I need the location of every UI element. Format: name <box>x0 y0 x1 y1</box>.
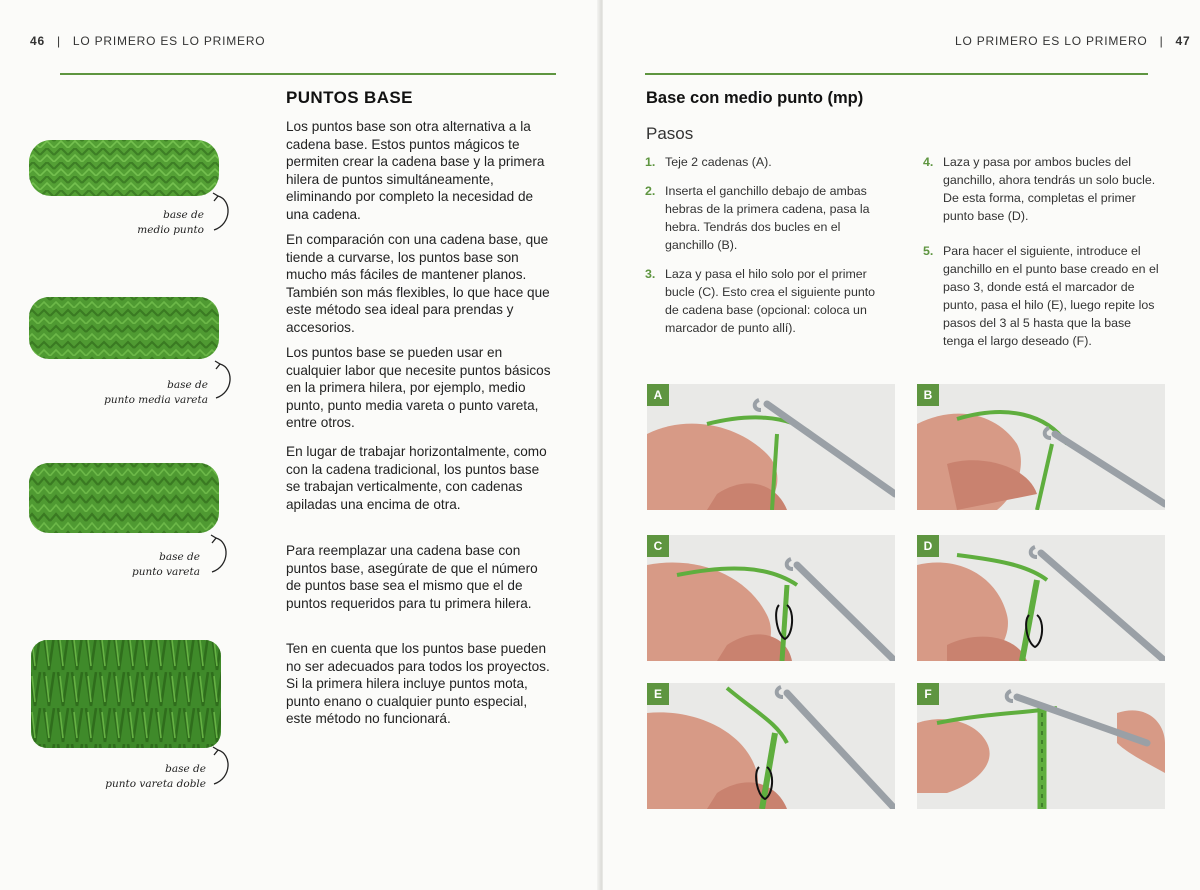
step-item: 2. Inserta el ganchillo debajo de ambas hebras de la primera cadena, pasa la hebra. Tendrás dos bucles en el ganchillo (B). <box>645 184 870 252</box>
running-head-text: LO PRIMERO ES LO PRIMERO <box>955 34 1148 48</box>
right-running-head: LO PRIMERO ES LO PRIMERO | 47 <box>955 34 1191 48</box>
paragraph: En lugar de trabajar horizontalmente, como con la cadena tradicional, los puntos base se trabajan verticalmente, con cadenas apiladas una encima de otra. <box>286 444 547 512</box>
swatch-punto-vareta-doble <box>28 636 224 752</box>
photo-label: F <box>917 683 939 705</box>
caption-punto-media-vareta: base de punto media vareta <box>104 379 208 406</box>
crochet-photo-icon <box>647 384 895 510</box>
photo-step-d <box>917 535 1165 661</box>
step-item: 4. Laza y pasa por ambos bucles del ganchillo, ahora tendrás un solo bucle. De esta forma, completas el primer punto base (D). <box>923 155 1156 223</box>
caption-punto-vareta: base de punto vareta <box>131 551 200 578</box>
left-running-head: 46 | LO PRIMERO ES LO PRIMERO <box>30 34 266 48</box>
crochet-photo-icon <box>917 384 1165 510</box>
swatch-medio-punto <box>26 134 222 202</box>
photo-label: A <box>647 384 669 406</box>
page-number: 46 <box>30 34 45 48</box>
swatch-punto-media-vareta <box>26 292 222 364</box>
running-head-text: LO PRIMERO ES LO PRIMERO <box>72 34 266 48</box>
arrow-icon <box>204 534 234 578</box>
caption-punto-vareta-doble: base de punto vareta doble <box>105 763 206 790</box>
paragraph: Para reemplazar una cadena base con puntos base, asegúrate de que el número de puntos base sea el mismo que el de puntos requeridos para tu primera hilera. <box>286 543 538 611</box>
section-title: PUNTOS BASE <box>286 88 413 107</box>
instructions-title: Base con medio punto (mp) <box>646 89 864 107</box>
photo-label: C <box>647 535 669 557</box>
steps-heading: Pasos <box>646 124 694 143</box>
photo-label: E <box>647 683 669 705</box>
paragraph: En comparación con una cadena base, que tiende a curvarse, los puntos base son mucho más fáciles de mantener planos. También son más flexibles, lo que hace que este método sea ideal para prendas y accesorios. <box>286 232 550 335</box>
header-rule <box>645 73 1148 75</box>
arrow-icon <box>206 192 236 236</box>
crochet-photo-icon <box>917 535 1165 661</box>
photo-step-e <box>647 683 895 809</box>
paragraph: Los puntos base son otra alternativa a la cadena base. Estos puntos mágicos te permiten crear la cadena base y la primera hilera de puntos simultáneamente, eliminando por completo la necesidad de una cadena. <box>286 119 545 222</box>
swatch-punto-vareta <box>26 458 222 538</box>
paragraph: Ten en cuenta que los puntos base pueden no ser adecuados para todos los proyectos. Si la primera hilera incluye puntos mota, punto enano o cualquier punto especial, este método no funcionará. <box>286 641 550 727</box>
photo-label: D <box>917 535 939 557</box>
step-item: 3. Laza y pasa el hilo solo por el primer bucle (C). Esto crea el siguiente punto de cadena base (opcional: coloca un marcador de punto allí). <box>645 267 876 335</box>
caption-medio-punto: base de medio punto <box>137 209 204 236</box>
header-rule <box>60 73 556 75</box>
crochet-photo-icon <box>647 683 895 809</box>
paragraph: Los puntos base se pueden usar en cualquier labor que necesite puntos básicos en la primera hilera, por ejemplo, medio punto, punto media vareta o punto vareta, entre otros. <box>286 345 551 431</box>
photo-step-b <box>917 384 1165 510</box>
step-item: 5. Para hacer el siguiente, introduce el ganchillo en el punto base creado en el paso 3, donde está el marcador de punto, pasa el hilo (E), luego repite los pasos del 3 al 5 hasta que la base tenga el largo deseado (F). <box>923 244 1159 348</box>
crochet-photo-icon <box>917 683 1165 809</box>
photo-step-a <box>647 384 895 510</box>
photo-step-f <box>917 683 1165 809</box>
photo-label: B <box>917 384 939 406</box>
page-number: 47 <box>1175 34 1191 48</box>
photo-step-c <box>647 535 895 661</box>
step-item: 1. Teje 2 cadenas (A). <box>645 155 772 169</box>
crochet-photo-icon <box>647 535 895 661</box>
arrow-icon <box>208 360 238 404</box>
arrow-icon <box>206 746 236 790</box>
